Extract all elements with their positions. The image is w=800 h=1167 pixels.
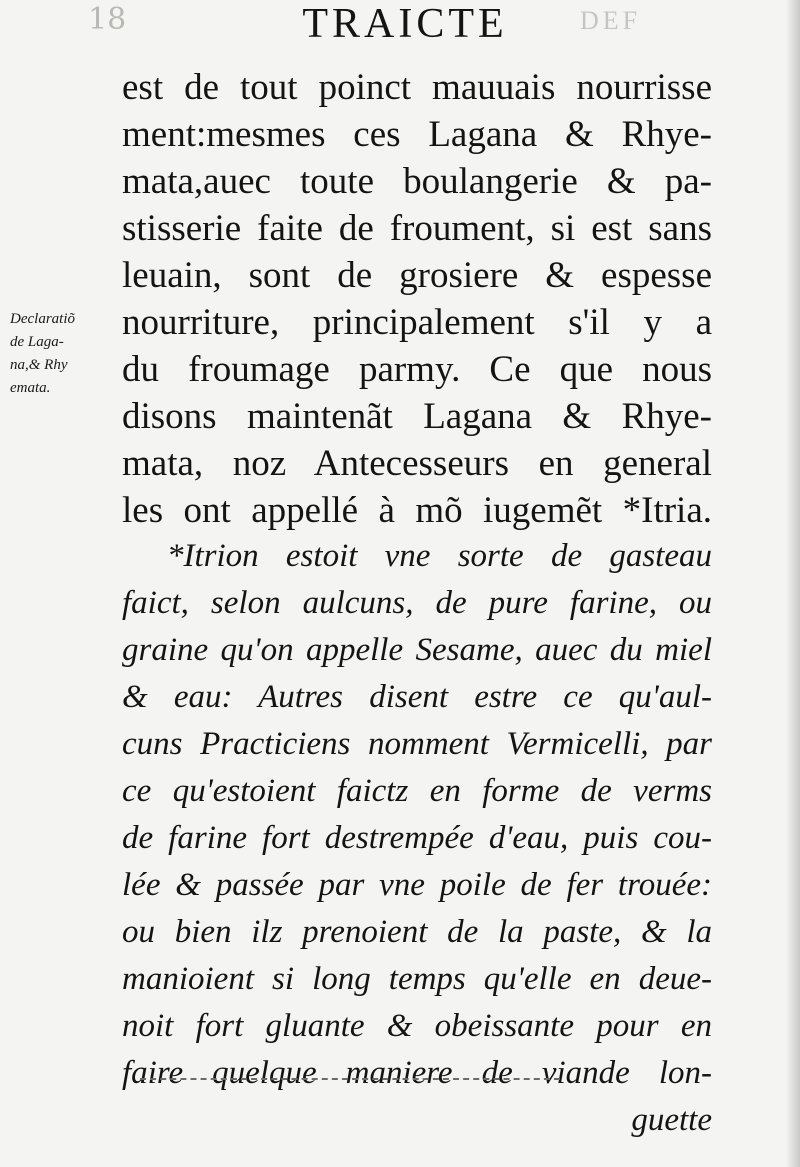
annotation-line: cuns Practiciens nomment Vermicelli, par	[122, 726, 712, 762]
text-line: leuain, sont de grosiere & espesse	[122, 255, 712, 296]
margin-note-line: emata.	[10, 380, 51, 396]
text-line: est de tout poinct mauuais nourrisse	[122, 67, 712, 108]
running-header	[0, 0, 800, 48]
margin-note-line: de Laga-	[10, 334, 64, 350]
annotation-line: faict, selon aulcuns, de pure farine, ou	[122, 585, 712, 621]
catchword: guette	[631, 1102, 712, 1138]
text-line: les ont appellé à mõ iugemẽt *Itria.	[122, 490, 712, 531]
text-line: du froumage parmy. Ce que nous	[122, 349, 712, 390]
margin-note-line: Declaratiõ	[10, 311, 75, 327]
annotation-line: de farine fort destrempée d'eau, puis cou-	[122, 820, 712, 856]
bleed-through-page-number: 18	[88, 2, 127, 37]
annotation-line: ce qu'estoient faictz en forme de verms	[122, 773, 712, 809]
annotation-line: manioient si long temps qu'elle en deue-	[122, 961, 712, 997]
annotation-line: noit fort gluante & obeissante pour en	[122, 1008, 712, 1044]
annotation-line: *Itrion estoit vne sorte de gasteau	[167, 538, 712, 574]
text-line: disons maintenãt Lagana & Rhye-	[122, 396, 712, 437]
running-header-title: TRAICTE	[302, 1, 508, 47]
text-line: stisserie faite de froument, si est sans	[122, 208, 712, 249]
annotation-line: graine qu'on appelle Sesame, auec du miel	[122, 632, 712, 668]
margin-note-line: na,& Rhy	[10, 357, 68, 373]
text-line: nourriture, principalement s'il y a	[122, 302, 712, 343]
annotation-line: faire quelque maniere de viande lon-	[122, 1055, 712, 1091]
text-line: ment:mesmes ces Lagana & Rhye-	[122, 114, 712, 155]
dashed-underline	[140, 1078, 560, 1080]
bleed-through-heading: DEF	[580, 6, 642, 35]
page-edge-shadow	[786, 0, 800, 1167]
annotation-line: & eau: Autres disent estre ce qu'aul-	[122, 679, 712, 715]
margin-note	[10, 308, 122, 400]
text-line: mata, noz Antecesseurs en general	[122, 443, 712, 484]
text-line: mata,auec toute boulangerie & pa-	[122, 161, 712, 202]
text-block	[122, 64, 712, 1145]
annotation-line: lée & passée par vne poile de fer trouée:	[122, 867, 712, 903]
annotation-line: ou bien ilz prenoient de la paste, & la	[122, 914, 712, 950]
